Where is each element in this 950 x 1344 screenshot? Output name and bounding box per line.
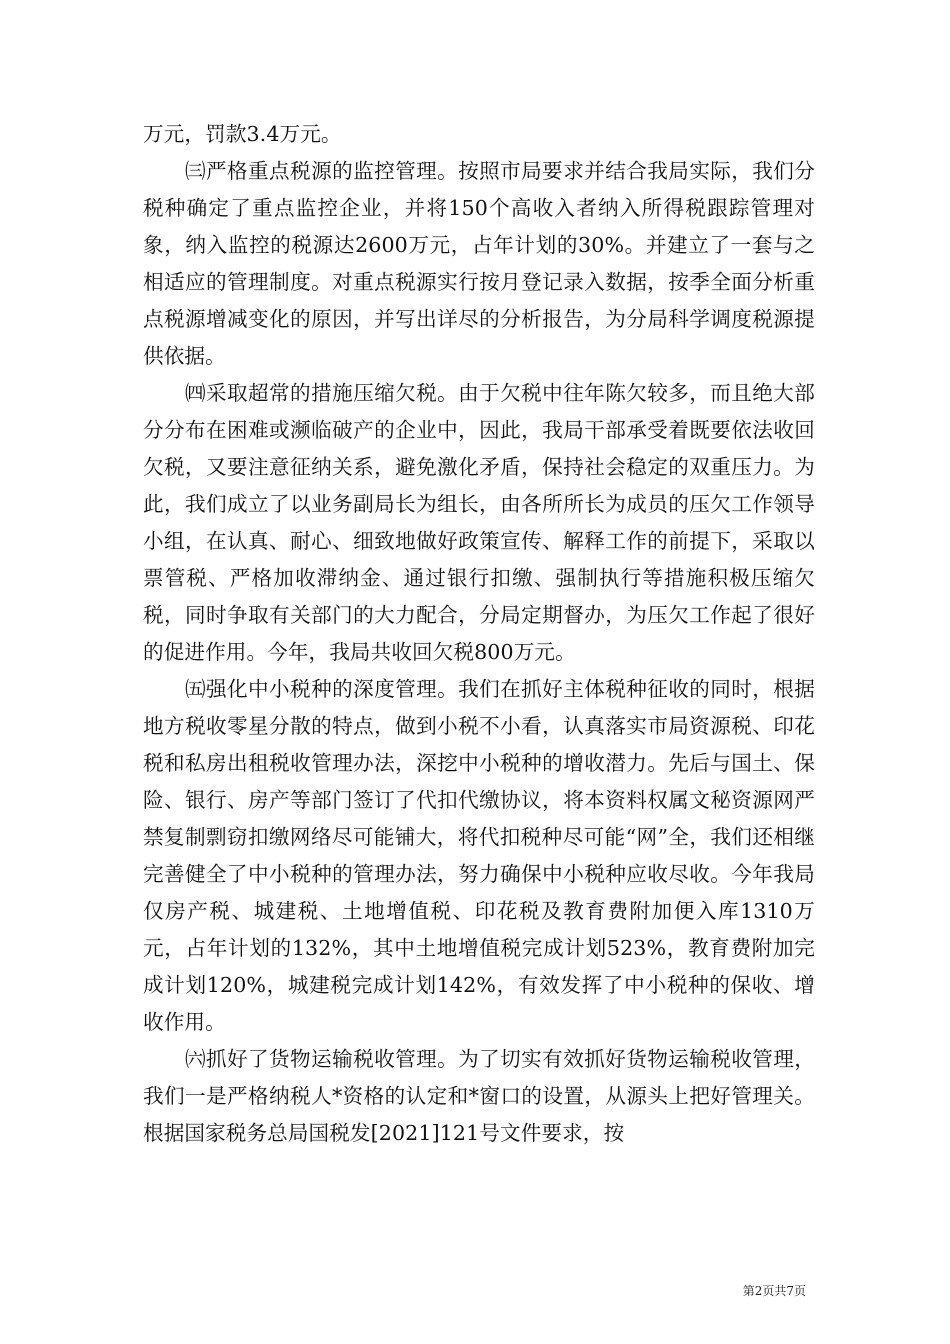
document-body (143, 116, 815, 1152)
paragraph-4: ㈤强化中小税种的深度管理。我们在抓好主体税种征收的同时，根据地方税收零星分散的特点，做到小税不小看，认真落实市局资源税、印花税和私房出租税收管理办法，深挖中小税种的增收潜力。先后与国土、保险、银行、房产等部门签订了代扣代缴协议，将本资料权属文秘资源网严禁复制剽窃扣缴网络尽可能铺大，将代扣税种尽可能“网”全，我们还相继完善健全了中小税种的管理办法，努力确保中小税种应收尽收。今年我局仅房产税、城建税、土地增值税、印花税及教育费附加便入库1310万元，占年计划的132%，其中土地增值税完成计划523%，教育费附加完成计划120%，城建税完成计划142%，有效发挥了中小税种的保收、增收作用。 (143, 677, 815, 1034)
page-number: 第2页共7页 (742, 1284, 806, 1298)
paragraph-3: ㈣采取超常的措施压缩欠税。由于欠税中往年陈欠较多，而且绝大部分分布在困难或濒临破产的企业中，因此，我局干部承受着既要依法收回欠税，又要注意征纳关系，避免激化矛盾，保持社会稳定的双重压力。为此，我们成立了以业务副局长为组长，由各所所长为成员的压欠工作领导小组，在认真、耐心、细致地做好政策宣传、解释工作的前提下，采取以票管税、严格加收滞纳金、通过银行扣缴、强制执行等措施积极压缩欠税，同时争取有关部门的大力配合，分局定期督办，为压欠工作起了很好的促进作用。今年，我局共收回欠税800万元。 (143, 381, 815, 664)
paragraph-5: ㈥抓好了货物运输税收管理。为了切实有效抓好货物运输税收管理，我们一是严格纳税人*资格的认定和*窗口的设置，从源头上把好管理关。根据国家税务总局国税发[2021]121号文件要求，按 (143, 1047, 815, 1145)
paragraph-1: 万元，罚款3.4万元。 (143, 122, 342, 146)
paragraph-2: ㈢严格重点税源的监控管理。按照市局要求并结合我局实际，我们分税种确定了重点监控企业，并将150个高收入者纳入所得税跟踪管理对象，纳入监控的税源达2600万元，占年计划的30%。并建立了一套与之相适应的管理制度。对重点税源实行按月登记录入数据，按季全面分析重点税源增减变化的原因，并写出详尽的分析报告，为分局科学调度税源提供依据。 (143, 159, 815, 368)
